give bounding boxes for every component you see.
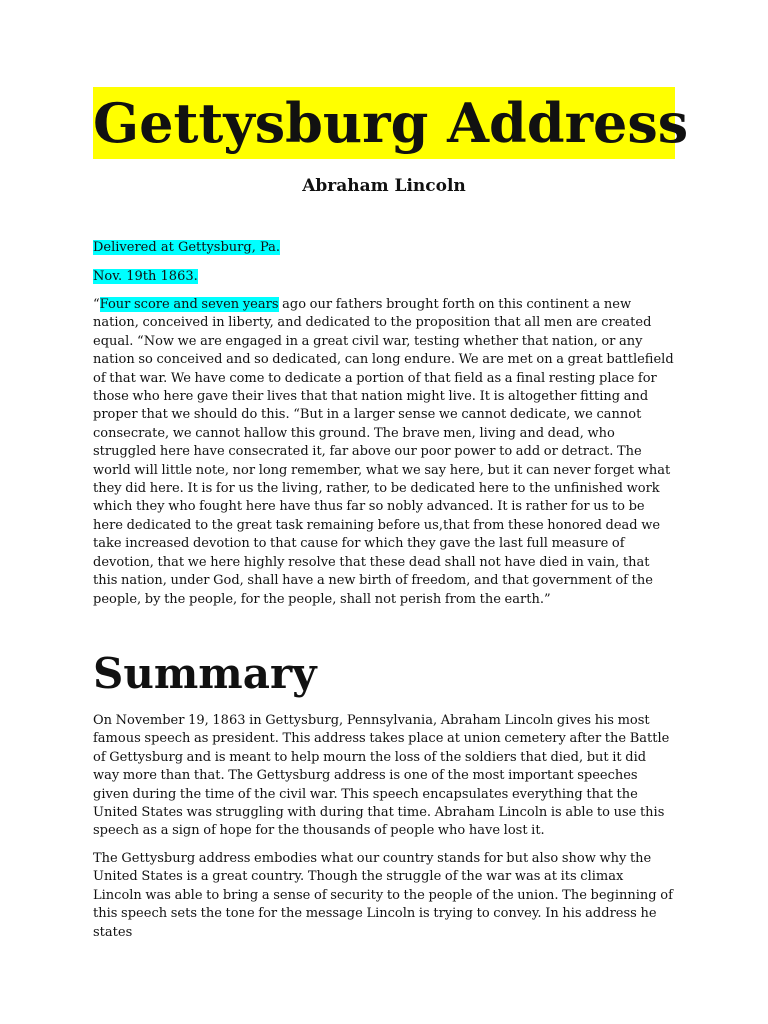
delivered-date-text: Nov. 19th 1863. — [93, 269, 198, 284]
title-highlight — [93, 87, 689, 159]
speech-highlight: Four score and seven years — [99, 297, 279, 312]
summary-paragraph-2: The Gettysburg address embodies what our country stands for but also show why the United States is a great country. Though the struggle of the war was at its climax Lincoln was able to bring a sense of security to the people of the union. The beginning of this speech sets the tone for the message Lincoln is trying to convey. In his address he states — [93, 851, 673, 940]
delivered-date — [93, 268, 198, 286]
summary-heading: Summary — [93, 649, 317, 698]
author-name: Abraham Lincoln — [302, 176, 466, 196]
speech-open-quote: “ — [93, 297, 100, 312]
speech-text: ago our fathers brought forth on this continent a new nation, conceived in liberty, and dedicated to the proposition that all men are created equal. “Now we are engaged in a great civil war, testing whether that nation, or any nation so conceived and so dedicated, can long endure. We are met on a great battlefield of that war. We have come to dedicate a portion of that field as a final resting place for those who here gave their lives that that nation might live. It is altogether fitting and proper that we should do this. “But in a larger sense we cannot dedicate, we cannot consecrate, we cannot hallow this ground. The brave men, living and dead, who struggled here have consecrated it, far above our poor power to add or detract. The world will little note, nor long remember, what we say here, but it can never forget what they did here. It is for us the living, rather, to be dedicated here to the unfinished work which they who fought here have thus far so nobly advanced. It is rather for us to be here dedicated to the great task remaining before us,that from these honored dead we take increased devotion to that cause for which they gave the last full measure of devotion, that we here highly resolve that these dead shall not have died in vain, that this nation, under God, shall have a new birth of freedom, and that government of the people, by the people, for the people, shall not perish from the earth.” — [93, 297, 674, 607]
document-title: Gettysburg Address — [93, 91, 689, 155]
summary-paragraph-1: On November 19, 1863 in Gettysburg, Pennsylvania, Abraham Lincoln gives his most famous speech as president. This address takes place at union cemetery after the Battle of Gettysburg and is meant to help mourn the loss of the soldiers that died, but it did way more than that. The Gettysburg address is one of the most important speeches given during the time of the civil war. This speech encapsulates everything that the United States was struggling with during that time. Abraham Lincoln is able to use this speech as a sign of hope for the thousands of people who have lost it. — [93, 713, 670, 839]
delivered-location — [93, 239, 280, 257]
speech-paragraph — [93, 296, 675, 609]
delivered-location-text: Delivered at Gettysburg, Pa. — [93, 240, 281, 255]
